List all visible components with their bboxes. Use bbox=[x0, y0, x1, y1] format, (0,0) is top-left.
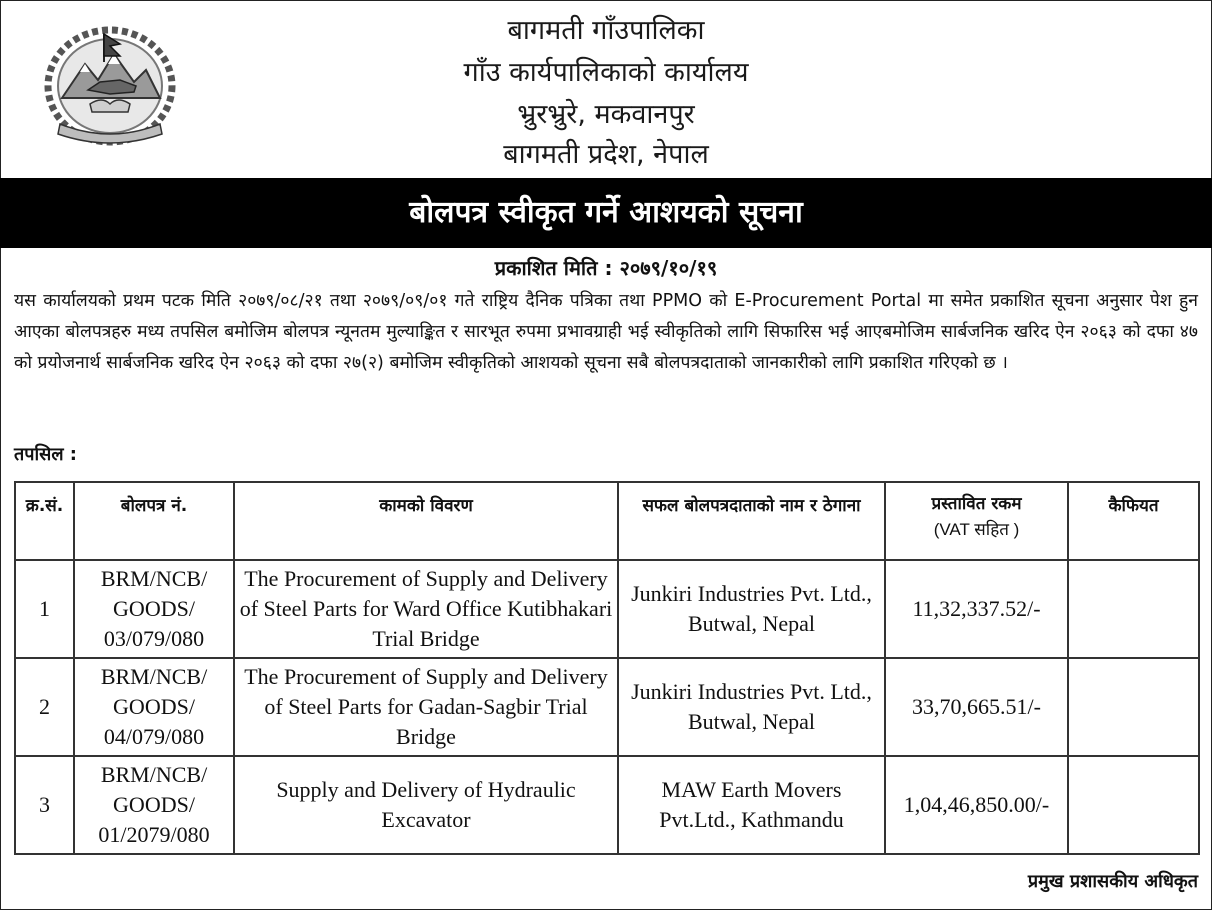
province-country: बागमती प्रदेश, नेपाल bbox=[503, 139, 709, 170]
signatory-title: प्रमुख प्रशासकीय अधिकृत bbox=[1027, 871, 1198, 892]
table-header-row bbox=[15, 482, 1199, 560]
office-location: भ्रुरभ्रुरे, मकवानपुर bbox=[517, 99, 695, 130]
cell-remarks bbox=[1068, 658, 1199, 756]
table-row bbox=[15, 560, 1199, 658]
cell-bid-no: BRM/NCB/ GOODS/ 04/079/080 bbox=[74, 658, 234, 756]
cell-bid-no: BRM/NCB/ GOODS/ 03/079/080 bbox=[74, 560, 234, 658]
office-name: गाँउ कार्यपालिकाको कार्यालय bbox=[463, 57, 749, 88]
award-table bbox=[14, 481, 1200, 855]
cell-sn: 1 bbox=[15, 560, 74, 658]
col-header-amount-vat: (VAT सहित ) bbox=[933, 520, 1020, 539]
cell-amount: 33,70,665.51/- bbox=[885, 658, 1068, 756]
table-row bbox=[15, 756, 1199, 854]
cell-bidder: MAW Earth Movers Pvt.Ltd., Kathmandu bbox=[618, 756, 885, 854]
cell-remarks bbox=[1068, 560, 1199, 658]
cell-sn: 3 bbox=[15, 756, 74, 854]
col-header-sn: क्र.सं. bbox=[15, 482, 74, 560]
col-header-description: कामको विवरण bbox=[234, 482, 618, 560]
letterhead bbox=[0, 0, 1212, 178]
cell-amount: 1,04,46,850.00/- bbox=[885, 756, 1068, 854]
cell-bid-no: BRM/NCB/ GOODS/ 01/2079/080 bbox=[74, 756, 234, 854]
cell-remarks bbox=[1068, 756, 1199, 854]
col-header-amount bbox=[885, 482, 1068, 560]
cell-description: Supply and Delivery of Hydraulic Excavator bbox=[234, 756, 618, 854]
publication-date: प्रकाशित मिति : २०७९/१०/१९ bbox=[494, 256, 718, 280]
cell-bidder: Junkiri Industries Pvt. Ltd., Butwal, Nepal bbox=[618, 658, 885, 756]
municipality-name: बागमती गाँउपालिका bbox=[507, 15, 705, 46]
table-row bbox=[15, 658, 1199, 756]
cell-bidder: Junkiri Industries Pvt. Ltd., Butwal, Nepal bbox=[618, 560, 885, 658]
col-header-bid-no: बोलपत्र नं. bbox=[74, 482, 234, 560]
details-label: तपसिल : bbox=[14, 444, 77, 465]
cell-amount: 11,32,337.52/- bbox=[885, 560, 1068, 658]
col-header-remarks: कैफियत bbox=[1068, 482, 1199, 560]
notice-title-banner: बोलपत्र स्वीकृत गर्ने आशयको सूचना bbox=[0, 178, 1212, 248]
cell-sn: 2 bbox=[15, 658, 74, 756]
cell-description: The Procurement of Supply and Delivery of Steel Parts for Ward Office Kutibhakari Trial Bridge bbox=[234, 560, 618, 658]
col-header-bidder: सफल बोलपत्रदाताको नाम र ठेगाना bbox=[618, 482, 885, 560]
notice-paragraph: यस कार्यालयको प्रथम पटक मिति २०७९/०८/२१ तथा २०७९/०९/०१ गते राष्ट्रिय दैनिक पत्रिका तथा PPMO को E-Procurement Portal मा समेत प्रकाशित सूचना अनुसार पेश हुन आएका बोलपत्रहरु मध्य तपसिल बमोजिम बोलपत्र न्यूनतम मुल्याङ्कित र सारभूत रुपमा प्रभावग्राही भई स्वीकृतिको लागि सिफारिस भई आएबमोजिम सार्बजनिक खरिद ऐन २०६३ को दफा ४७ को प्रयोजनार्थ सार्बजनिक खरिद ऐन २०६३ को दफा २७(२) बमोजिम स्वीकृतिको आशयको सूचना सबै बोलपत्रदाताको जानकारीको लागि प्रकाशित गरिएको छ । bbox=[14, 291, 1198, 373]
col-header-amount-label: प्रस्तावित रकम bbox=[931, 494, 1022, 514]
cell-description: The Procurement of Supply and Delivery of Steel Parts for Gadan-Sagbir Trial Bridge bbox=[234, 658, 618, 756]
